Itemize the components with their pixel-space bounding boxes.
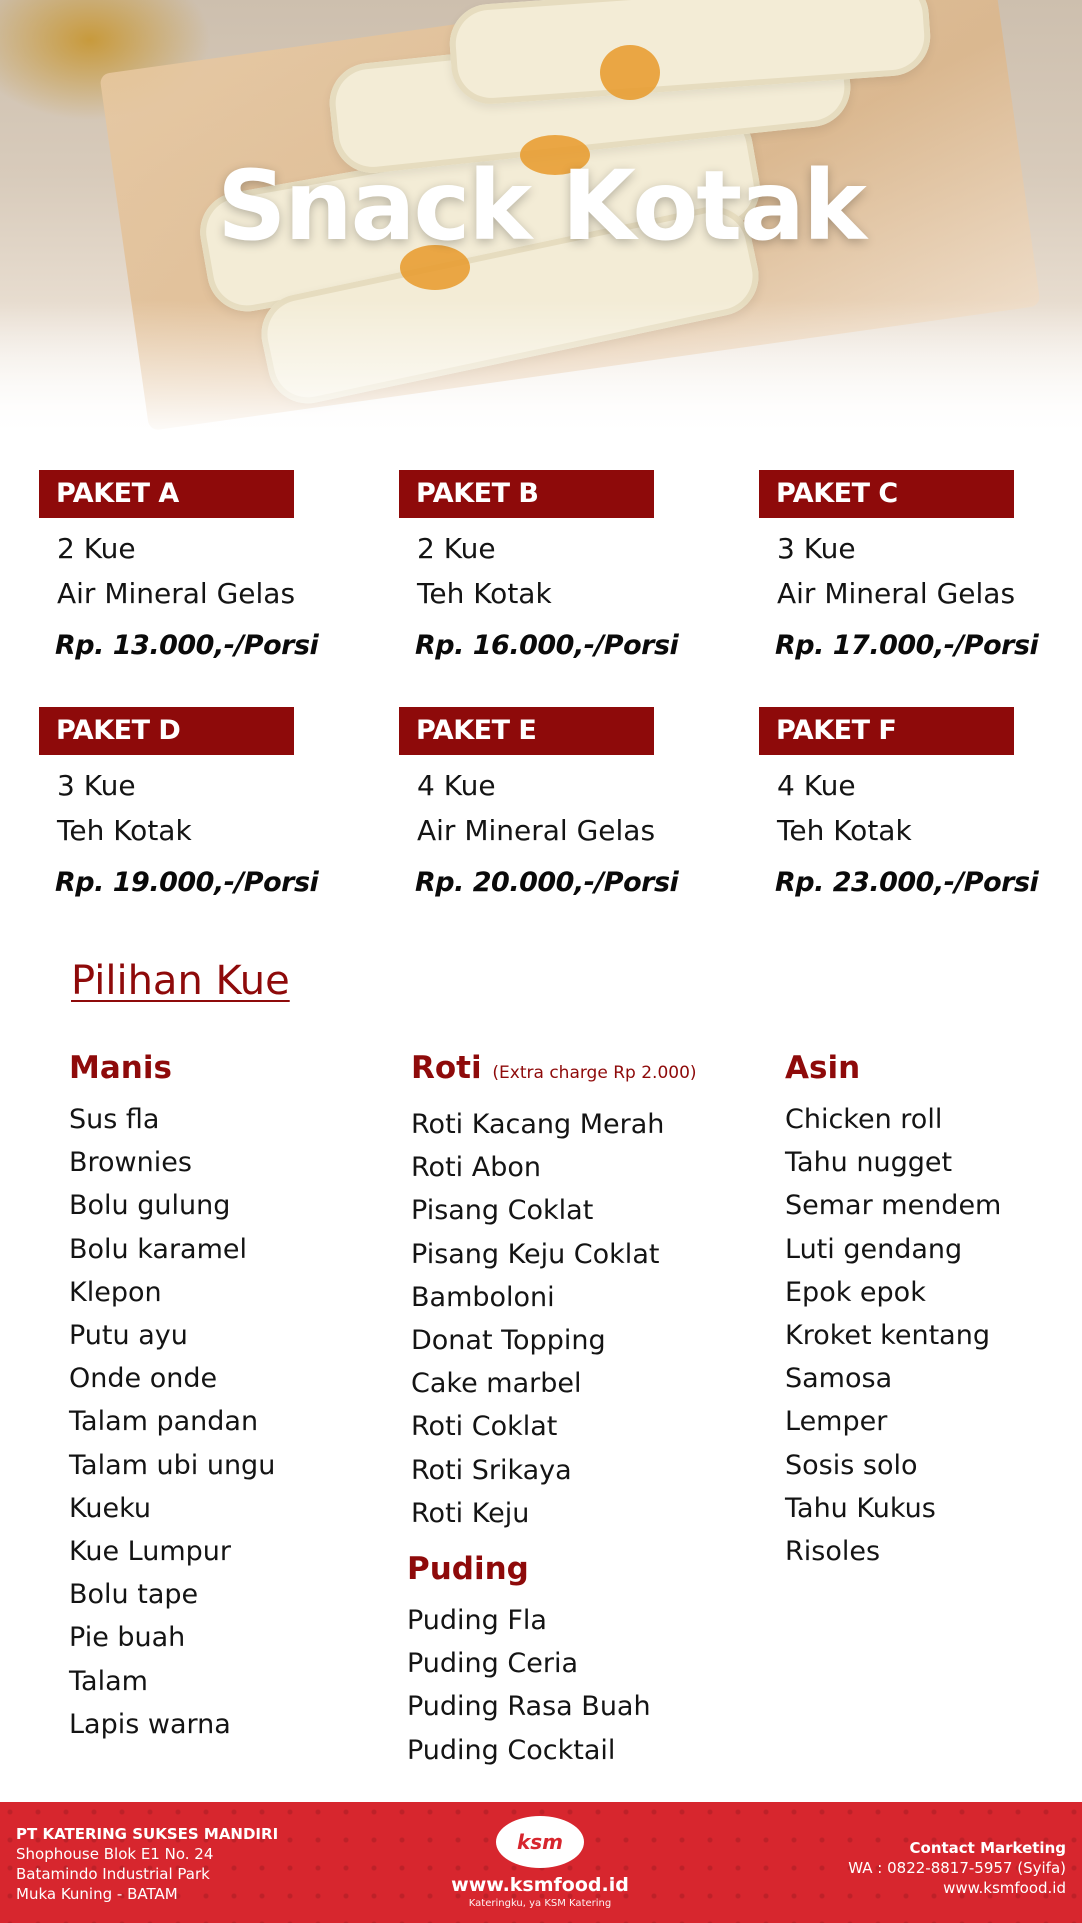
package-item: Teh Kotak [777,814,912,847]
package-price: Rp. 23.000,-/Porsi [775,867,1039,898]
list-item: Lemper [785,1406,888,1438]
list-item: Sus fla [69,1104,160,1135]
package-d [39,707,359,898]
list-item: Kroket kentang [785,1320,990,1352]
list-item: Tahu Kukus [785,1492,936,1524]
package-e [399,707,719,898]
page-title: Snack Kotak [217,150,865,262]
tagline: Kateringku, ya KSM Katering [468,1898,612,1909]
address-line: Shophouse Blok E1 No. 24 [16,1845,214,1863]
package-header: PAKET C [759,470,1014,518]
list-item: Talam [69,1665,148,1697]
roti-column [411,1048,697,1535]
package-a [39,470,359,661]
package-item: Teh Kotak [57,814,192,847]
roti-extra-charge-note: (Extra charge Rp 2.000) [492,1063,697,1083]
package-item: Air Mineral Gelas [777,577,1016,610]
manis-list [69,1098,275,1746]
roti-heading-label: Roti [411,1050,482,1086]
list-item: Luti gendang [785,1233,963,1265]
hero-banner [0,0,1082,440]
package-price: Rp. 17.000,-/Porsi [775,630,1039,661]
contact-title: Contact Marketing [909,1839,1066,1857]
puding-heading: Puding [407,1551,529,1587]
list-item: Pisang Keju Coklat [411,1238,660,1270]
manis-heading: Manis [69,1050,172,1086]
package-price: Rp. 13.000,-/Porsi [55,630,319,661]
list-item: Talam pandan [69,1406,259,1438]
list-item: Risoles [785,1536,881,1568]
puding-column [407,1549,651,1772]
list-item: Roti Coklat [411,1411,558,1443]
package-f [759,707,1079,898]
package-header: PAKET E [399,707,654,755]
contact-website[interactable]: www.ksmfood.id [943,1879,1066,1897]
list-item: Chicken roll [785,1104,943,1135]
list-item: Pie buah [69,1622,186,1654]
package-price: Rp. 19.000,-/Porsi [55,867,319,898]
company-info [16,1824,278,1904]
roti-heading [411,1048,697,1093]
list-item: Semar mendem [785,1190,1002,1222]
list-item: Tahu nugget [785,1147,953,1179]
list-item: Roti Kacang Merah [411,1109,665,1140]
list-item: Kue Lumpur [69,1536,231,1568]
contact-info [848,1838,1066,1898]
package-item: Air Mineral Gelas [57,577,296,610]
list-item: Putu ayu [69,1320,188,1352]
package-item: Teh Kotak [417,577,552,610]
list-item: Talam ubi ungu [69,1449,276,1481]
brand-block [440,1816,640,1909]
website-link[interactable]: www.ksmfood.id [451,1874,629,1896]
package-c [759,470,1079,661]
list-item: Puding Fla [407,1605,547,1636]
footer [0,1802,1082,1923]
package-item: 4 Kue [777,769,856,802]
list-item: Bolu tape [69,1579,199,1611]
package-header: PAKET A [39,470,294,518]
list-item: Bolu karamel [69,1233,248,1265]
package-item: Air Mineral Gelas [417,814,656,847]
manis-column [69,1048,275,1746]
list-item: Puding Cocktail [407,1734,616,1766]
list-item: Brownies [69,1147,192,1179]
package-item: 3 Kue [777,532,856,565]
pilihan-kue-title: Pilihan Kue [71,958,290,1004]
asin-list [785,1098,1001,1573]
list-item: Puding Rasa Buah [407,1691,651,1723]
asin-column [785,1048,1001,1573]
list-item: Sosis solo [785,1449,918,1481]
list-item: Puding Ceria [407,1648,579,1680]
ksm-logo: ksm [496,1816,584,1868]
list-item: Kueku [69,1492,152,1524]
package-header: PAKET D [39,707,294,755]
list-item: Klepon [69,1276,162,1308]
list-item: Cake marbel [411,1368,582,1400]
list-item: Roti Abon [411,1152,541,1184]
package-item: 2 Kue [57,532,136,565]
asin-heading: Asin [785,1050,861,1086]
puding-list [407,1599,651,1772]
list-item: Lapis warna [69,1708,231,1740]
list-item: Bolu gulung [69,1190,231,1222]
food-filling [600,45,660,100]
package-b [399,470,719,661]
list-item: Bamboloni [411,1281,555,1313]
roti-list [411,1103,697,1535]
package-price: Rp. 20.000,-/Porsi [415,867,679,898]
contact-whatsapp[interactable]: WA : 0822-8817-5957 (Syifa) [848,1859,1066,1877]
package-item: 3 Kue [57,769,136,802]
list-item: Samosa [785,1363,893,1395]
company-name: PT KATERING SUKSES MANDIRI [16,1825,279,1843]
list-item: Roti Keju [411,1497,530,1529]
package-header: PAKET F [759,707,1014,755]
list-item: Onde onde [69,1363,218,1395]
package-price: Rp. 16.000,-/Porsi [415,630,679,661]
list-item: Epok epok [785,1276,926,1308]
address-line: Batamindo Industrial Park [16,1865,210,1883]
package-item: 4 Kue [417,769,496,802]
list-item: Roti Srikaya [411,1454,572,1486]
list-item: Donat Topping [411,1325,606,1357]
list-item: Pisang Coklat [411,1195,594,1227]
address-line: Muka Kuning - BATAM [16,1885,178,1903]
hero-fade [0,300,1082,440]
package-item: 2 Kue [417,532,496,565]
package-header: PAKET B [399,470,654,518]
